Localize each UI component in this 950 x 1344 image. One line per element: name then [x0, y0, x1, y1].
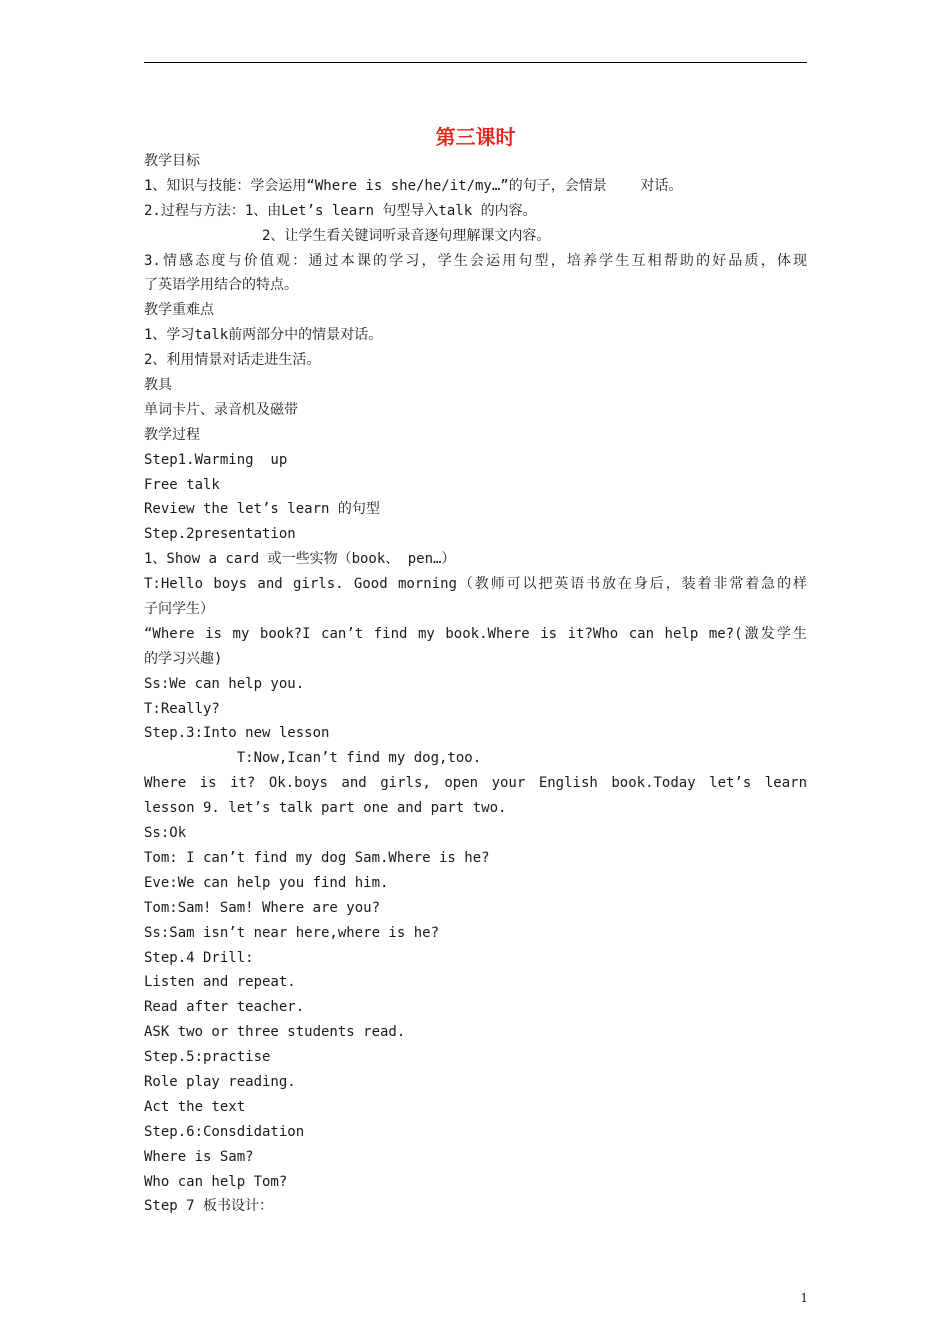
- section-heading-materials: 教具: [144, 377, 172, 394]
- text-line: 单词卡片、录音机及磁带: [144, 401, 298, 418]
- text-line: “Where is my book?I can’t find my book.Where is it?Who can help me?(激发学生: [144, 625, 807, 642]
- section-heading-objectives: 教学目标: [144, 153, 200, 169]
- text-line: Step.6:Consdidation: [144, 1123, 305, 1140]
- text-line: Listen and repeat.: [144, 974, 296, 991]
- text-line: Eve:We can help you find him.: [144, 874, 389, 891]
- text-line: lesson 9. let’s talk part one and part two.: [144, 800, 507, 817]
- text-line: Tom:Sam! Sam! Where are you?: [144, 899, 381, 916]
- section-heading-process: 教学过程: [144, 426, 200, 443]
- text-line: 3.情感态度与价值观：通过本课的学习，学生会运用句型，培养学生互相帮助的好品质，体现: [144, 252, 807, 269]
- text-line: T:Hello boys and girls. Good morning（教师可以把英语书放在身后，装着非常着急的样: [144, 576, 807, 593]
- text-line: Step1.Warming up: [144, 451, 288, 468]
- text-line: Who can help Tom?: [144, 1173, 288, 1190]
- text-line: 1、知识与技能：学会运用“Where is she/he/it/my…”的句子，会情景 对话。: [144, 177, 683, 194]
- text-line: Act the text: [144, 1098, 246, 1115]
- text-line: Review the let’s learn 的句型: [144, 501, 380, 518]
- text-line: 了英语学用结合的特点。: [144, 277, 298, 294]
- section-heading-key-points: 教学重难点: [144, 302, 214, 319]
- text-line: Ss:Ok: [144, 825, 187, 842]
- text-line: Ss:We can help you.: [144, 675, 305, 692]
- text-line: T:Really?: [144, 700, 220, 717]
- text-line: Tom: I can’t find my dog Sam.Where is he?: [144, 849, 490, 866]
- text-line: 的学习兴趣): [144, 650, 223, 667]
- text-line: Ss:Sam isn’t near here,where is he?: [144, 924, 440, 941]
- text-line: T:Now,Ican’t find my dog,too.: [144, 750, 482, 767]
- text-line: Read after teacher.: [144, 999, 305, 1016]
- text-line: 2、利用情景对话走进生活。: [144, 352, 321, 369]
- text-line: 子问学生）: [144, 601, 214, 618]
- text-line: 1、Show a card 或一些实物（book、 pen…）: [144, 551, 456, 568]
- text-line: Step.5:practise: [144, 1049, 271, 1066]
- text-line: Step.2presentation: [144, 526, 296, 543]
- text-line: Step.4 Drill:: [144, 949, 254, 966]
- text-line: 2、让学生看关键词听录音逐句理解课文内容。: [144, 227, 551, 244]
- text-line: Step 7 板书设计：: [144, 1198, 274, 1215]
- document-body: [144, 149, 807, 1219]
- text-line: Where is Sam?: [144, 1148, 254, 1165]
- text-line: Role play reading.: [144, 1073, 296, 1090]
- text-line: Where is it? Ok.boys and girls, open your English book.Today let’s learn: [144, 775, 807, 792]
- text-line: Free talk: [144, 476, 220, 493]
- text-line: Step.3:Into new lesson: [144, 725, 330, 742]
- text-line: 1、学习talk前两部分中的情景对话。: [144, 327, 383, 344]
- text-line: ASK two or three students read.: [144, 1024, 406, 1041]
- page-title: 第三课时: [435, 125, 516, 149]
- header-rule: [144, 62, 807, 63]
- text-line: 2.过程与方法：1、由Let’s learn 句型导入talk 的内容。: [144, 202, 537, 219]
- page-number: 1: [800, 1291, 808, 1305]
